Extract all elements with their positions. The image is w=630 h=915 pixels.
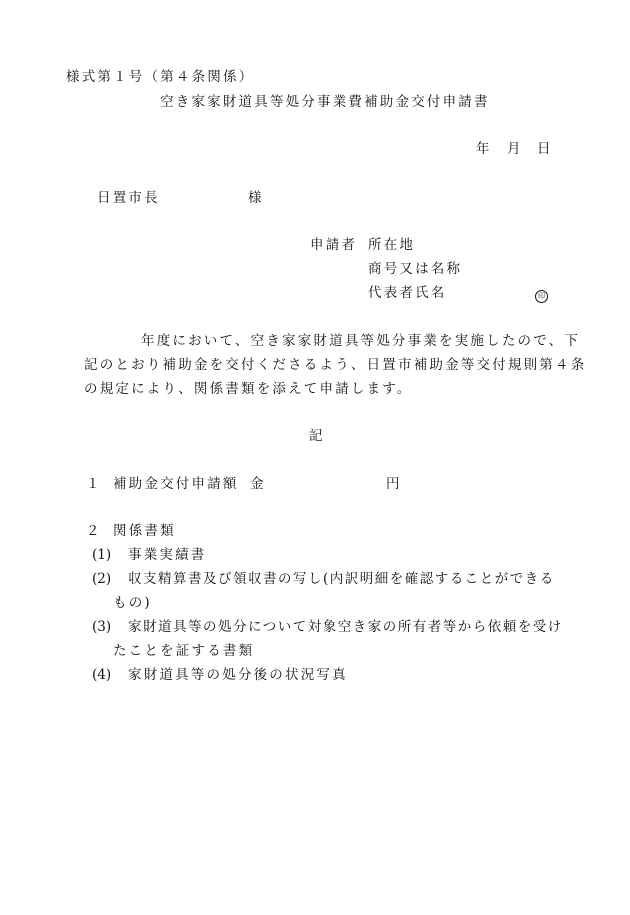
item1-unit: 円 [386, 476, 400, 492]
item1-label: 補助金交付申請額 [113, 476, 239, 492]
addressee-honorific: 様 [248, 190, 262, 206]
applicant-rep-label: 代表者氏名 [368, 285, 447, 301]
item1-number: １ [86, 476, 100, 492]
form-number: 様式第１号（第４条関係） [66, 69, 255, 85]
seal-icon: 印 [535, 290, 548, 303]
applicant-company-label: 商号又は名称 [368, 261, 463, 277]
body-line-3: の規定により、関係書類を添えて申請します。 [84, 381, 413, 397]
doc-4-text: 家財道具等の処分後の状況写真 [128, 667, 348, 683]
seal-mark [535, 288, 548, 303]
date-day: 日 [537, 141, 551, 157]
item1-prefix: 金 [250, 476, 264, 492]
doc-2-continuation: もの) [113, 595, 152, 611]
body-line-2: 記のとおり補助金を交付くださるよう、日置市補助金等交付規則第４条 [84, 357, 587, 373]
doc-3-continuation: たことを証する書類 [113, 643, 255, 659]
doc-2-number: (2) [92, 571, 112, 587]
document-title: 空き家家財道具等処分事業費補助金交付申請書 [160, 94, 490, 110]
addressee-name: 日置市長 [97, 190, 160, 206]
item2-label: 関係書類 [113, 523, 176, 539]
applicant-label: 申請者 [310, 237, 358, 253]
doc-1-text: 事業実績書 [128, 547, 207, 563]
item2-number: ２ [86, 523, 100, 539]
applicant-address-label: 所在地 [368, 237, 416, 253]
doc-2-text: 収支精算書及び領収書の写し(内訳明細を確認することができる [128, 571, 555, 587]
doc-3-number: (3) [92, 619, 112, 635]
doc-3-text: 家財道具等の処分について対象空き家の所有者等から依頼を受け [128, 619, 563, 635]
body-line-1: 年度において、空き家家財道具等処分事業を実施したので、下 [141, 333, 581, 349]
doc-4-number: (4) [92, 667, 112, 683]
ki-heading: 記 [309, 428, 323, 444]
date-month: 月 [507, 141, 521, 157]
doc-1-number: (1) [92, 547, 112, 563]
date-year: 年 [476, 141, 490, 157]
